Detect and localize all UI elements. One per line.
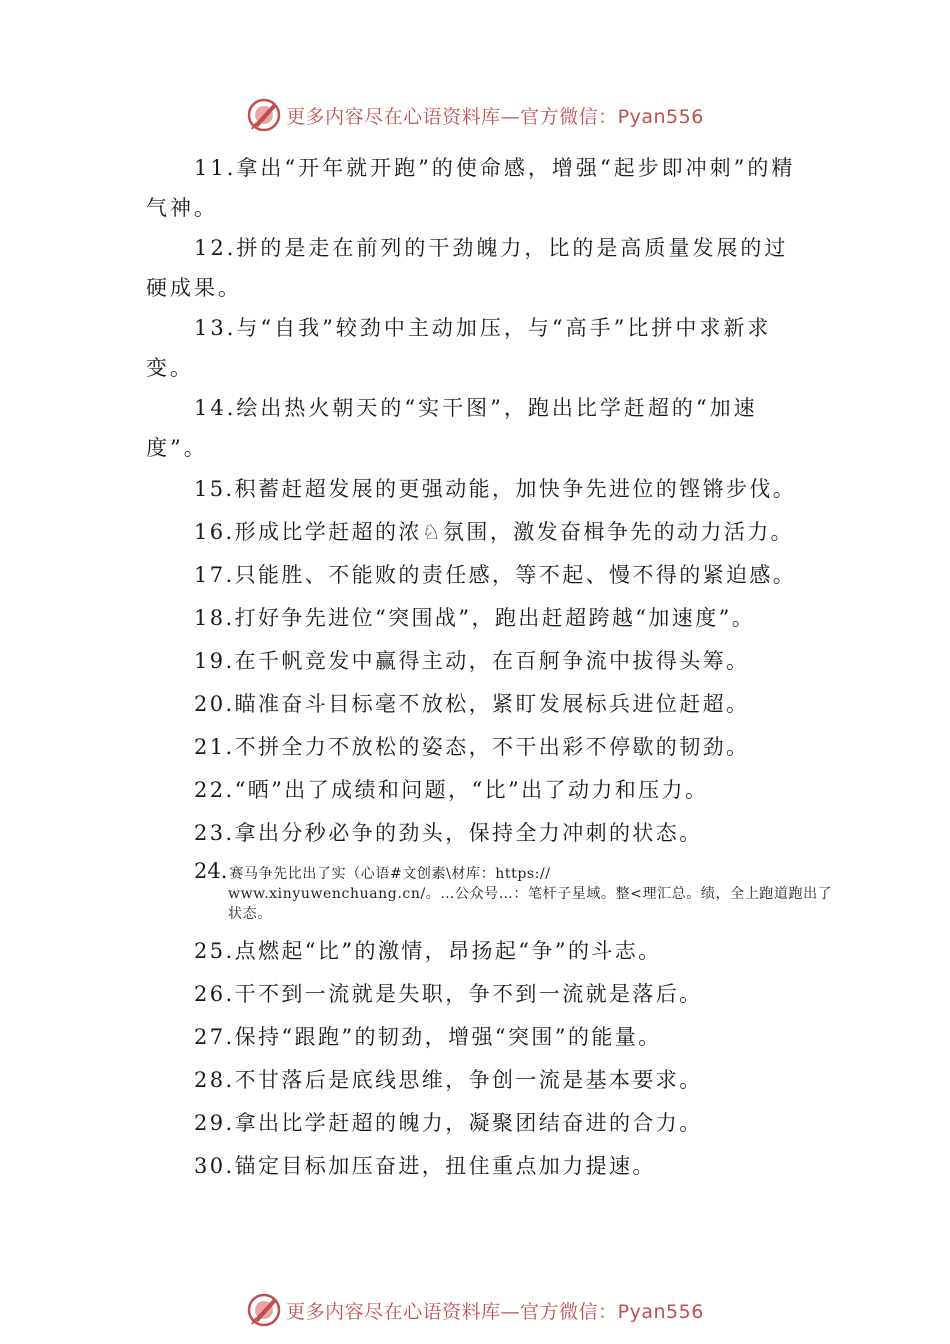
item-19: 19.在千帆竞发中赢得主动，在百舸争流中拔得头筹。 — [194, 649, 750, 673]
document-body — [146, 148, 833, 1188]
banner-text: 更多内容尽在心语资料库—官方微信：Pyan556 — [286, 105, 704, 128]
item-24 — [146, 859, 833, 924]
item-21: 21.不拼全力不放松的姿态，不干出彩不停歇的韧劲。 — [194, 735, 750, 759]
item-16: 16.形成比学赶超的浓♘氛围，激发奋楫争先的动力活力。 — [194, 520, 795, 544]
item-17: 17.只能胜、不能败的责任感，等不起、慢不得的紧迫感。 — [194, 563, 797, 587]
item-18: 18.打好争先进位“突围战”，跑出赶超跨越“加速度”。 — [194, 606, 756, 630]
item-24-number: 24. — [194, 859, 228, 883]
item-15: 15.积蓄赶超发展的更强动能，加快争先进位的铿锵步伐。 — [194, 477, 797, 501]
item-26: 26.干不到一流就是失职，争不到一流就是落后。 — [194, 982, 703, 1006]
item-24-line2: www.xinyuwenchuang.cn/。…公众号…：笔杆子星域。整<理汇总。绩，全上跑道跑出了状态。 — [228, 886, 833, 922]
wechat-id: Pyan556 — [617, 1300, 704, 1323]
item-25: 25.点燃起“比”的激情，昂扬起“争”的斗志。 — [194, 939, 662, 963]
item-29: 29.拿出比学赶超的魄力，凝聚团结奋进的合力。 — [194, 1111, 703, 1135]
quill-seal-logo-icon — [246, 1292, 282, 1328]
item-23: 23.拿出分秒必争的劲头，保持全力冲刺的状态。 — [194, 821, 703, 845]
item-13: 13.与“自我”较劲中主动加压，与“高手”比拼中求新求变。 — [146, 316, 772, 380]
item-12: 12.拼的是走在前列的干劲魄力，比的是高质量发展的过硬成果。 — [146, 236, 789, 300]
item-27: 27.保持“跟跑”的韧劲，增强“突围”的能量。 — [194, 1025, 662, 1049]
item-22: 22.“晒”出了成绩和问题，“比”出了动力和压力。 — [194, 778, 709, 802]
item-28: 28.不甘落后是底线思维，争创一流是基本要求。 — [194, 1068, 703, 1092]
quill-seal-logo-icon — [246, 97, 282, 133]
item-24-line1: 赛马争先比出了实（心语#文创素\材库：https:// — [229, 866, 551, 882]
wechat-id: Pyan556 — [617, 105, 704, 128]
item-11: 11.拿出“开年就开跑”的使命感，增强“起步即冲刺”的精气神。 — [146, 156, 796, 220]
footer-banner — [0, 1290, 950, 1330]
item-20: 20.瞄准奋斗目标毫不放松，紧盯发展标兵进位赶超。 — [194, 692, 750, 716]
item-14: 14.绘出热火朝天的“实干图”，跑出比学赶超的“加速度”。 — [146, 396, 758, 460]
banner-text: 更多内容尽在心语资料库—官方微信：Pyan556 — [286, 1300, 704, 1323]
item-30: 30.锚定目标加压奋进，扭住重点加力提速。 — [194, 1154, 656, 1178]
header-banner — [0, 95, 950, 135]
